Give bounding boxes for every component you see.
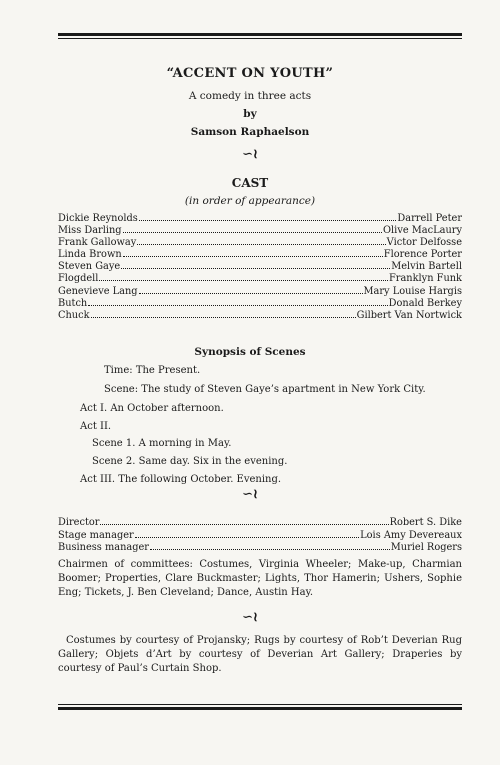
play-title: “ACCENT ON YOUTH”	[166, 66, 334, 81]
actor-name: Olive MacLaury	[383, 225, 462, 237]
role-name: Dickie Reynolds	[58, 213, 138, 224]
crew-role: Business manager	[58, 542, 149, 553]
crew-row	[58, 516, 462, 529]
synopsis-act1: Act I. An October afternoon.	[80, 403, 224, 414]
leader-dots	[121, 260, 390, 269]
crew-role: Stage manager	[58, 529, 134, 541]
cast-heading: CAST	[231, 176, 269, 190]
cast-row	[58, 212, 462, 224]
crew-name: Muriel Rogers	[390, 542, 462, 553]
leader-dots	[100, 516, 388, 525]
leader-dots	[137, 236, 385, 245]
ornament-divider: ∽≀	[242, 487, 258, 502]
role-name: Genevieve Lang	[58, 285, 138, 297]
actor-name: Mary Louise Hargis	[363, 285, 462, 297]
cast-list	[58, 212, 462, 321]
leader-dots	[91, 309, 356, 318]
actor-name: Melvin Bartell	[391, 261, 462, 273]
crew-row	[58, 529, 462, 542]
actor-name: Darrell Peter	[397, 213, 462, 224]
by-line: by	[243, 108, 257, 120]
crew-role: Director	[58, 517, 100, 528]
leader-dots	[139, 285, 363, 294]
actor-name: Florence Porter	[383, 249, 462, 261]
cast-row	[58, 297, 462, 309]
crew-name: Lois Amy Devereaux	[360, 529, 462, 541]
role-name: Chuck	[58, 309, 90, 321]
author-name: Samson Raphaelson	[190, 126, 310, 138]
leader-dots	[99, 272, 388, 281]
cast-row	[58, 285, 462, 297]
actor-name: Franklyn Funk	[388, 273, 462, 285]
role-name: Steven Gaye	[58, 261, 121, 273]
cast-row	[58, 260, 462, 272]
courtesy-credits: Costumes by courtesy of Projansky; Rugs by courtesy of Rob’t Deverian Rug Gallery; Objets d’Art by courtesy of Deverian Art Gallery; Draperies by courtesy of Paul’s Curtain Shop.	[58, 635, 462, 674]
synopsis-time: Time: The Present.	[104, 365, 201, 376]
synopsis-act2-scene1: Scene 1. A morning in May.	[92, 438, 232, 449]
cast-row	[58, 272, 462, 284]
crew-list	[58, 516, 462, 554]
synopsis-scene: Scene: The study of Steven Gaye’s apartment in New York City.	[104, 384, 426, 395]
actor-name: Victor Delfosse	[386, 237, 462, 249]
cast-row	[58, 309, 462, 321]
play-subtitle: A comedy in three acts	[188, 90, 312, 102]
cast-row	[58, 248, 462, 260]
leader-dots	[123, 248, 383, 257]
synopsis-act3: Act III. The following October. Evening.	[80, 474, 282, 485]
cast-row	[58, 224, 462, 236]
cast-row	[58, 236, 462, 248]
role-name: Frank Galloway	[58, 237, 137, 249]
role-name: Miss Darling	[58, 225, 122, 237]
leader-dots	[139, 212, 397, 221]
ornament-divider: ∽≀	[242, 147, 258, 162]
role-name: Butch	[58, 297, 88, 309]
actor-name: Gilbert Van Nortwick	[356, 309, 462, 321]
cast-subheading: (in order of appearance)	[184, 195, 316, 207]
top-border-rule	[58, 33, 462, 39]
crew-row	[58, 541, 462, 554]
actor-name: Donald Berkey	[388, 297, 462, 309]
bottom-border-rule	[58, 704, 462, 710]
leader-dots	[150, 541, 390, 550]
ornament-divider: ∽≀	[242, 610, 258, 625]
leader-dots	[135, 529, 359, 538]
synopsis-act2: Act II.	[80, 421, 112, 432]
committee-chairmen: Chairmen of committees: Costumes, Virginia Wheeler; Make-up, Charmian Boomer; Properties, Clare Buckmaster; Lights, Thor Hamerin; Ushers, Sophie Eng; Tickets, J. Ben Cleveland; Dance, Austin Hay.	[58, 559, 462, 598]
role-name: Linda Brown	[58, 249, 122, 261]
synopsis-act2-scene2: Scene 2. Same day. Six in the evening.	[92, 456, 288, 467]
leader-dots	[123, 224, 382, 233]
role-name: Flogdell	[58, 273, 99, 285]
crew-name: Robert S. Dike	[389, 517, 462, 528]
leader-dots	[88, 297, 387, 306]
synopsis-heading: Synopsis of Scenes	[194, 346, 306, 358]
